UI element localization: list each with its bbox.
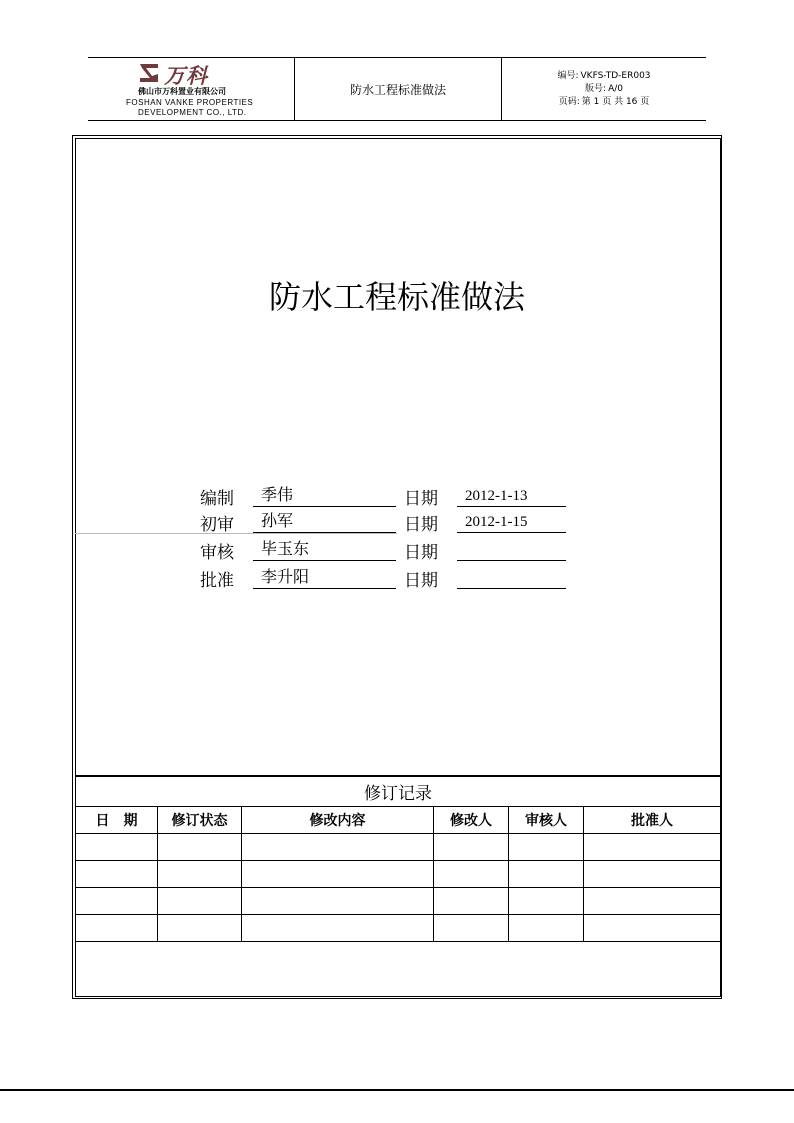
column-header-reviewer: 审核人	[509, 807, 584, 834]
table-cell	[242, 861, 434, 888]
approval-label: 编制	[200, 489, 234, 509]
approval-date-label: 日期	[404, 489, 438, 509]
doc-code-value: VKFS-TD-ER003	[580, 70, 651, 81]
revision-table	[75, 776, 721, 997]
table-cell	[584, 834, 721, 861]
document-header	[88, 57, 706, 121]
table-row	[76, 834, 721, 861]
company-logo-block	[88, 58, 295, 120]
table-cell	[509, 888, 584, 915]
doc-page-label: 页码:	[558, 96, 580, 107]
column-header-status: 修订状态	[158, 807, 242, 834]
table-cell	[242, 834, 434, 861]
approval-date	[457, 564, 566, 589]
table-cell	[434, 861, 509, 888]
table-footer-row	[76, 942, 721, 997]
company-name-en-line2: DEVELOPMENT CO., LTD.	[138, 108, 247, 117]
table-footer-cell	[76, 942, 721, 997]
table-row	[76, 888, 721, 915]
table-cell	[584, 915, 721, 942]
table-cell	[76, 888, 158, 915]
doc-page-value: 第 1 页 共 16 页	[581, 96, 650, 107]
doc-version-value: A/0	[608, 83, 623, 94]
column-header-modifier: 修改人	[434, 807, 509, 834]
table-cell	[434, 888, 509, 915]
company-name-en-line1: FOSHAN VANKE PROPERTIES	[126, 98, 254, 107]
table-cell	[76, 834, 158, 861]
page-title: 防水工程标准做法	[268, 278, 525, 316]
table-cell	[584, 861, 721, 888]
table-cell	[509, 915, 584, 942]
doc-code-row	[557, 70, 650, 83]
approval-row-review	[0, 536, 794, 564]
revision-table-header	[76, 807, 721, 834]
table-cell	[434, 834, 509, 861]
table-cell	[509, 861, 584, 888]
vanke-logo-icon	[138, 62, 160, 84]
doc-page-row	[559, 96, 650, 109]
table-cell	[434, 915, 509, 942]
table-cell	[158, 915, 242, 942]
doc-version-row	[585, 83, 623, 96]
document-meta	[502, 58, 706, 120]
table-cell	[158, 861, 242, 888]
approval-row-approve	[0, 564, 794, 592]
approval-row-compiled	[0, 482, 794, 510]
approval-date: 2012-1-15	[457, 508, 566, 533]
revision-table-title: 修订记录	[76, 777, 721, 807]
column-header-approver: 批准人	[584, 807, 721, 834]
approval-date	[457, 536, 566, 561]
company-name-cn: 佛山市万科置业有限公司	[138, 87, 226, 96]
approval-date-label: 日期	[404, 543, 438, 563]
column-header-content: 修改内容	[242, 807, 434, 834]
approval-label: 批准	[200, 571, 234, 591]
table-row	[76, 861, 721, 888]
column-header-date: 日 期	[76, 807, 158, 834]
approval-date-label: 日期	[404, 515, 438, 535]
logo-wordmark: 万科	[164, 64, 208, 88]
doc-version-label: 版号:	[585, 83, 607, 94]
doc-code-label: 编号:	[557, 70, 579, 81]
table-cell	[509, 834, 584, 861]
table-row	[76, 915, 721, 942]
approval-row-first-review	[0, 508, 794, 536]
table-cell	[584, 888, 721, 915]
approval-name: 毕玉东	[253, 536, 396, 561]
page-border-inner	[75, 138, 721, 776]
approval-date-label: 日期	[404, 571, 438, 591]
approval-name: 季伟	[253, 482, 396, 507]
table-cell	[242, 888, 434, 915]
table-cell	[76, 861, 158, 888]
approval-name: 孙军	[253, 508, 396, 533]
table-cell	[76, 915, 158, 942]
page-bottom-rule	[0, 1089, 794, 1091]
table-cell	[158, 834, 242, 861]
revision-table-title-row	[76, 777, 721, 807]
approval-label: 初审	[200, 515, 234, 535]
header-doc-title: 防水工程标准做法	[295, 58, 502, 120]
approval-date: 2012-1-13	[457, 482, 566, 507]
approval-label: 审核	[200, 543, 234, 563]
table-cell	[158, 888, 242, 915]
table-cell	[242, 915, 434, 942]
approval-name: 李升阳	[253, 564, 396, 589]
